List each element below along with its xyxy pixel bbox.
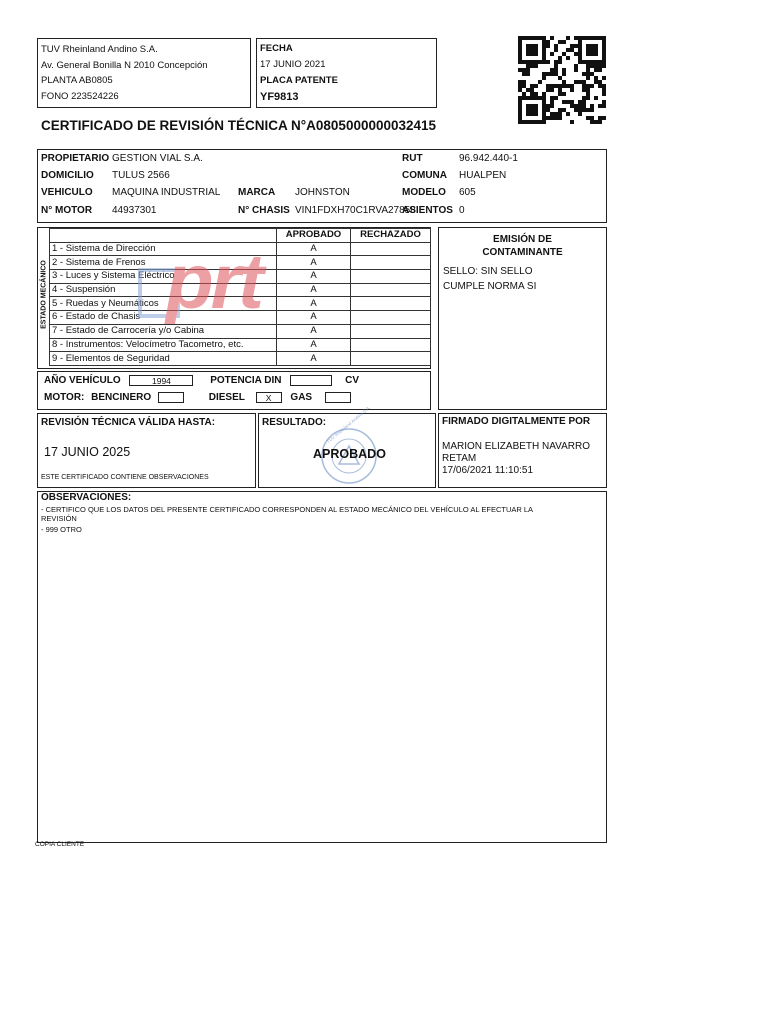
anio-label: AÑO VEHÍCULO <box>44 375 121 387</box>
qr-module <box>558 116 562 120</box>
qr-module <box>602 64 606 68</box>
inspection-item-rechazado <box>351 324 431 338</box>
inspection-row <box>50 324 431 338</box>
potencia-field <box>290 375 332 386</box>
inspection-item-rechazado <box>351 283 431 297</box>
vehicle-info-box <box>37 149 607 223</box>
emission-box <box>438 227 607 410</box>
qr-module <box>550 36 554 40</box>
inspection-item-aprobado: A <box>277 324 351 338</box>
inspection-item-aprobado: A <box>277 283 351 297</box>
qr-module <box>594 52 598 56</box>
qr-module <box>534 52 538 56</box>
result-value: APROBADO <box>313 447 386 461</box>
inspection-item-aprobado: A <box>277 256 351 270</box>
qr-module <box>602 76 606 80</box>
qr-module <box>574 68 578 72</box>
motor-label: N° MOTOR <box>41 205 93 216</box>
qr-module <box>562 40 566 44</box>
result-label: RESULTADO: <box>262 417 327 428</box>
validity-label: REVISIÓN TÉCNICA VÁLIDA HASTA: <box>41 417 216 428</box>
validity-date: 17 JUNIO 2025 <box>44 445 131 459</box>
qr-module <box>542 76 546 80</box>
vehiculo-value: MAQUINA INDUSTRIAL <box>112 187 221 198</box>
inspection-row <box>50 270 431 284</box>
company-address: Av. General Bonilla N 2010 Concepción <box>41 59 208 71</box>
observation-line-2: REVISIÓN <box>41 514 77 523</box>
motor-value: 44937301 <box>112 205 157 216</box>
inspection-item-aprobado: A <box>277 338 351 352</box>
inspection-row <box>50 283 431 297</box>
qr-module <box>598 68 602 72</box>
qr-module <box>602 104 606 108</box>
inspection-item-rechazado <box>351 242 431 256</box>
placa-value: YF9813 <box>260 91 299 103</box>
qr-module <box>534 84 538 88</box>
qr-module <box>546 60 550 64</box>
emission-sello: SELLO: SIN SELLO <box>443 266 533 277</box>
cv-label: CV <box>345 375 360 387</box>
inspection-item-aprobado: A <box>277 311 351 325</box>
qr-module <box>586 76 590 80</box>
estado-mecanico-label: ESTADO MECÁNICO <box>40 260 48 329</box>
qr-code <box>518 36 606 124</box>
company-plant: PLANTA AB0805 <box>41 75 113 86</box>
qr-module <box>590 108 594 112</box>
inspection-item-rechazado <box>351 256 431 270</box>
certificate-title: CERTIFICADO DE REVISIÓN TÉCNICA N°A0805000000032415 <box>41 118 437 133</box>
anio-field: 1994 <box>129 375 193 386</box>
fecha-label: FECHA <box>260 43 293 54</box>
inspection-box <box>37 227 431 369</box>
comuna-value: HUALPEN <box>459 170 507 181</box>
qr-module <box>562 72 566 76</box>
watermark-text: prt <box>166 237 261 325</box>
qr-module <box>570 120 574 124</box>
chasis-value: VIN1FDXH70C1RVA27858 <box>295 205 416 216</box>
date-plate-box <box>256 38 437 108</box>
qr-module <box>586 96 590 100</box>
emission-title-2: CONTAMINANTE <box>482 247 563 258</box>
signature-label: FIRMADO DIGITALMENTE POR <box>442 416 591 427</box>
qr-module <box>534 112 538 116</box>
inspection-item-rechazado <box>351 352 431 366</box>
rut-value: 96.942.440-1 <box>459 153 518 164</box>
modelo-label: MODELO <box>402 187 446 198</box>
emission-title-1: EMISIÓN DE <box>493 234 552 245</box>
company-box <box>37 38 251 108</box>
inspection-item-label: 6 - Estado de Chasis <box>50 311 277 325</box>
inspection-item-label: 3 - Luces y Sistema Eléctrico <box>50 270 277 284</box>
col-rechazado: RECHAZADO <box>351 229 431 243</box>
validity-box <box>37 413 256 488</box>
signature-datetime: 17/06/2021 11:10:51 <box>442 465 534 476</box>
inspection-row <box>50 256 431 270</box>
qr-module <box>566 112 570 116</box>
inspection-item-label: 1 - Sistema de Dirección <box>50 242 277 256</box>
inspection-item-rechazado <box>351 297 431 311</box>
tuv-stamp-text: TÜV Rheinland Andino S.A. <box>325 404 372 445</box>
qr-module <box>534 64 538 68</box>
inspection-item-label: 5 - Ruedas y Neumáticos <box>50 297 277 311</box>
diesel-field: X <box>256 392 282 403</box>
motor-row <box>44 392 351 403</box>
propietario-label: PROPIETARIO <box>41 153 110 164</box>
company-name: TUV Rheinland Andino S.A. <box>41 44 158 55</box>
result-box <box>258 404 436 488</box>
inspection-row <box>50 297 431 311</box>
qr-module <box>550 52 554 56</box>
motor-type-label: MOTOR: <box>44 392 85 404</box>
inspection-row <box>50 338 431 352</box>
inspection-row <box>50 242 431 256</box>
chasis-label: N° CHASIS <box>238 205 290 216</box>
company-phone: FONO 223524226 <box>41 90 119 102</box>
qr-module <box>602 116 606 120</box>
specs-box <box>37 371 431 410</box>
propietario-value: GESTION VIAL S.A. <box>112 153 203 164</box>
qr-module <box>526 72 530 76</box>
inspection-item-label: 2 - Sistema de Frenos <box>50 256 277 270</box>
domicilio-label: DOMICILIO <box>41 170 94 181</box>
qr-module <box>562 92 566 96</box>
marca-label: MARCA <box>238 187 276 198</box>
inspection-item-rechazado <box>351 338 431 352</box>
signature-box <box>438 413 607 488</box>
inspection-item-label: 9 - Elementos de Seguridad <box>50 352 277 366</box>
signature-name-2: RETAM <box>442 453 477 464</box>
qr-module <box>538 80 542 84</box>
qr-module <box>550 88 554 92</box>
qr-module <box>602 92 606 96</box>
qr-module <box>542 120 546 124</box>
inspection-row <box>50 311 431 325</box>
gas-field <box>325 392 351 403</box>
col-aprobado: APROBADO <box>277 229 351 243</box>
inspection-item-rechazado <box>351 311 431 325</box>
qr-module <box>546 44 550 48</box>
emission-norma: CUMPLE NORMA SI <box>443 281 537 292</box>
diesel-label: DIESEL <box>208 392 245 404</box>
asientos-value: 0 <box>459 205 465 216</box>
potencia-label: POTENCIA DIN <box>210 375 282 387</box>
qr-module <box>598 120 602 124</box>
marca-value: JOHNSTON <box>295 187 350 198</box>
validity-note: ESTE CERTIFICADO CONTIENE OBSERVACIONES <box>41 474 209 481</box>
observation-line-1: - CERTIFICO QUE LOS DATOS DEL PRESENTE CERTIFICADO CORRESPONDEN AL ESTADO MECÁNICO DEL VEHÍCULO AL EFECTUAR LA <box>41 505 534 514</box>
inspection-item-aprobado: A <box>277 242 351 256</box>
qr-module <box>570 88 574 92</box>
gas-label: GAS <box>290 392 313 404</box>
qr-module <box>550 104 554 108</box>
qr-module <box>566 36 570 40</box>
bencinero-label: BENCINERO <box>91 392 152 404</box>
inspection-table <box>49 228 431 366</box>
qr-module <box>594 96 598 100</box>
rut-label: RUT <box>402 153 423 164</box>
observation-line-3: - 999 OTRO <box>41 525 82 534</box>
bencinero-field <box>158 392 184 403</box>
vehiculo-label: VEHICULO <box>41 187 93 198</box>
qr-module <box>558 60 562 64</box>
inspection-row <box>50 352 431 366</box>
observations-box <box>37 491 607 843</box>
inspection-item-rechazado <box>351 270 431 284</box>
qr-module <box>578 112 582 116</box>
qr-module <box>554 96 558 100</box>
fecha-value: 17 JUNIO 2021 <box>260 59 326 70</box>
inspection-item-aprobado: A <box>277 352 351 366</box>
qr-module <box>590 84 594 88</box>
inspection-item-label: 7 - Estado de Carrocería y/o Cabina <box>50 324 277 338</box>
inspection-item-aprobado: A <box>277 297 351 311</box>
comuna-label: COMUNA <box>402 170 447 181</box>
asientos-label: ASIENTOS <box>402 205 453 216</box>
qr-module <box>554 48 558 52</box>
inspection-item-label: 4 - Suspensión <box>50 283 277 297</box>
domicilio-value: TULUS 2566 <box>112 170 170 181</box>
observations-label: OBSERVACIONES: <box>41 492 132 503</box>
signature-name-1: MARION ELIZABETH NAVARRO <box>442 441 590 452</box>
qr-module <box>566 56 570 60</box>
placa-label: PLACA PATENTE <box>260 75 338 86</box>
inspection-item-aprobado: A <box>277 270 351 284</box>
copy-label: COPIA CLIENTE <box>35 841 85 848</box>
modelo-value: 605 <box>459 187 476 198</box>
inspection-item-label: 8 - Instrumentos: Velocímetro Tacometro, etc. <box>50 338 277 352</box>
anio-row <box>44 375 359 386</box>
